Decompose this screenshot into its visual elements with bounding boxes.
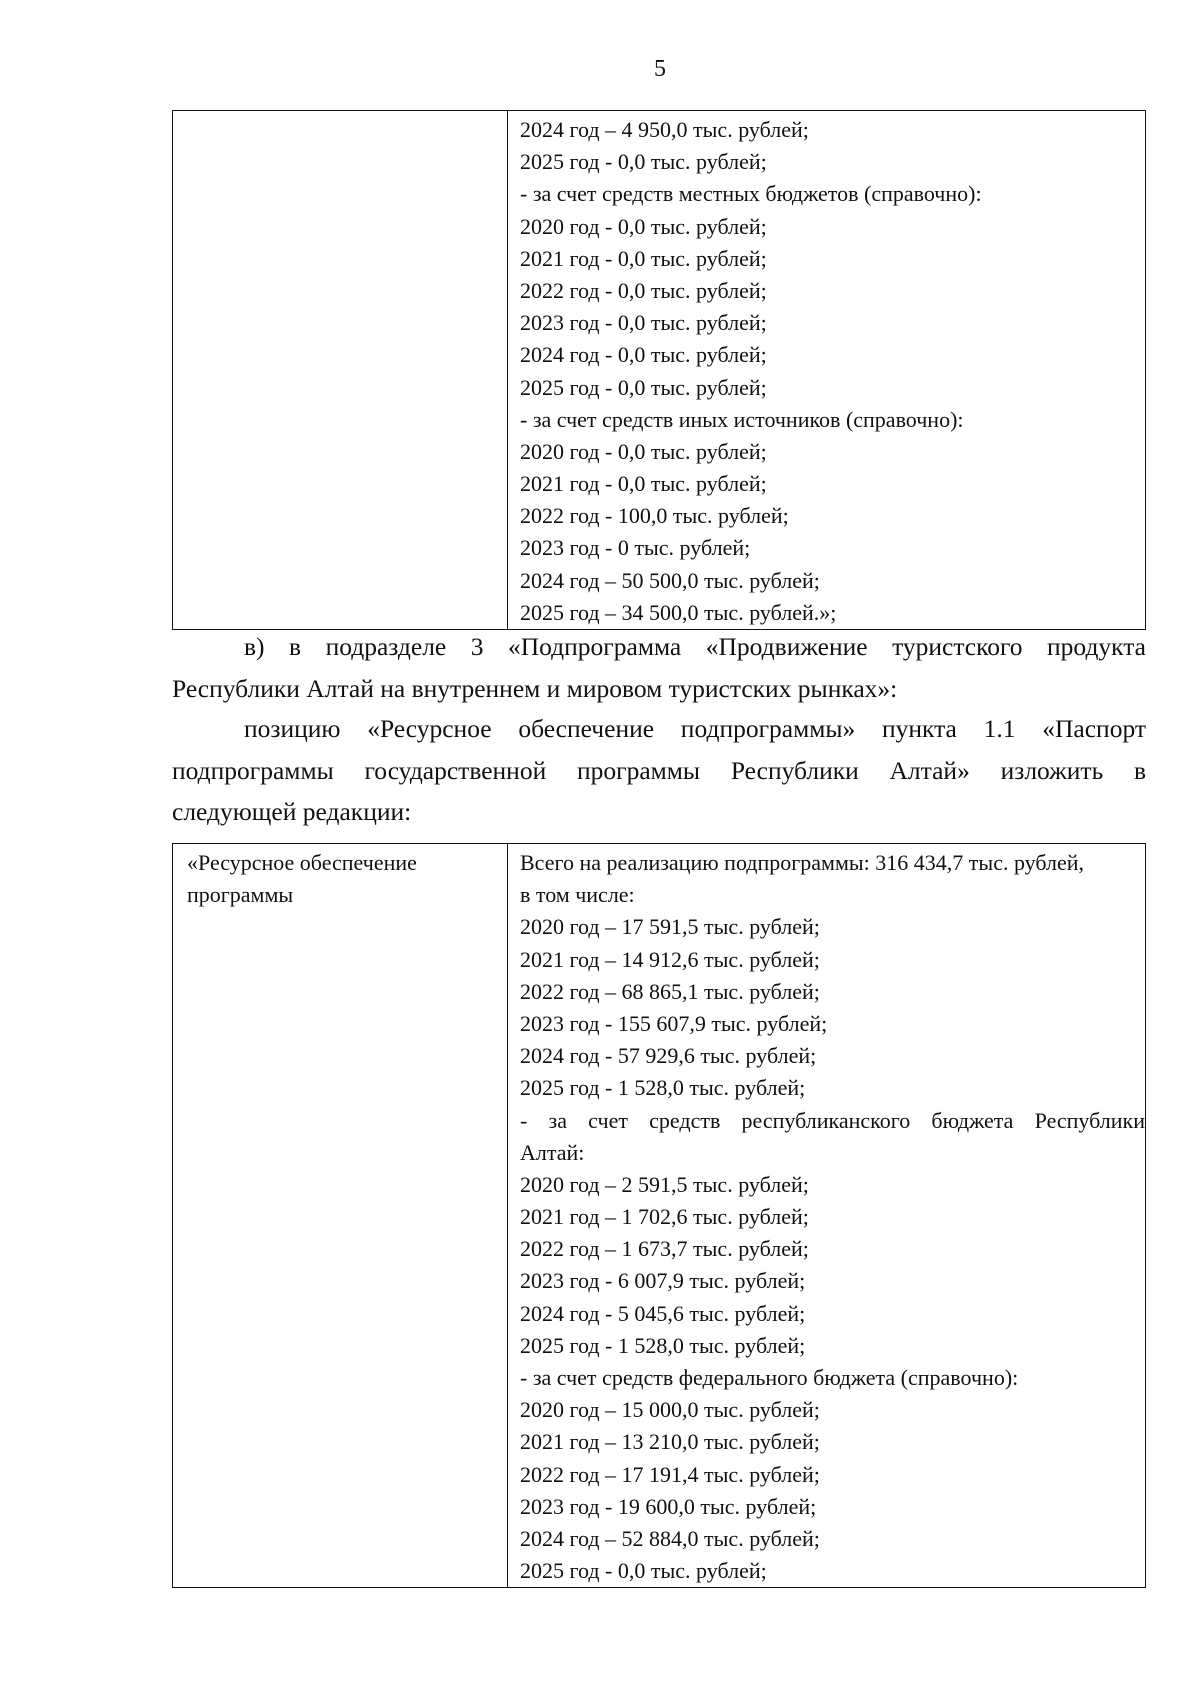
funding-line: 2023 год - 155 607,9 тыс. рублей; [520, 1010, 828, 1036]
funding-line: 2020 год – 17 591,5 тыс. рублей; [520, 914, 820, 940]
paragraph-line: позицию «Ресурсное обеспечение подпрограммы» пункта 1.1 «Паспорт [244, 714, 1146, 743]
resource-values-cell [508, 111, 1146, 630]
funding-line: 2025 год - 0,0 тыс. рублей; [520, 149, 767, 175]
funding-line: 2022 год – 17 191,4 тыс. рублей; [520, 1461, 820, 1487]
funding-line: 2025 год - 0,0 тыс. рублей; [520, 374, 767, 400]
funding-line: 2024 год – 52 884,0 тыс. рублей; [520, 1525, 820, 1551]
funding-line: 2020 год – 15 000,0 тыс. рублей; [520, 1397, 820, 1423]
funding-line: 2022 год - 0,0 тыс. рублей; [520, 277, 767, 303]
paragraph-line: следующей редакции: [172, 797, 412, 826]
funding-line: 2021 год – 14 912,6 тыс. рублей; [520, 946, 820, 972]
funding-table-new-edition [172, 843, 1146, 1588]
funding-line: 2025 год – 34 500,0 тыс. рублей.»; [520, 599, 837, 625]
page-number: 5 [654, 56, 666, 82]
funding-source-heading: Алтай: [520, 1139, 585, 1165]
funding-line: 2023 год - 0,0 тыс. рублей; [520, 310, 767, 336]
funding-line: 2024 год – 4 950,0 тыс. рублей; [520, 117, 809, 142]
funding-line: 2024 год - 5 045,6 тыс. рублей; [520, 1300, 806, 1326]
funding-line: 2023 год - 0 тыс. рублей; [520, 535, 751, 561]
funding-line: 2021 год – 13 210,0 тыс. рублей; [520, 1429, 820, 1455]
resource-values-cell [508, 844, 1146, 1588]
funding-line: в том числе: [520, 882, 635, 908]
funding-line: 2024 год - 57 929,6 тыс. рублей; [520, 1043, 817, 1069]
table-row [173, 111, 1146, 630]
table-row [173, 844, 1146, 1588]
funding-line: 2020 год - 0,0 тыс. рублей; [520, 438, 767, 464]
amendment-paragraph-position [172, 708, 1146, 833]
funding-table-continued [172, 110, 1146, 630]
resource-label-cell [173, 111, 508, 630]
funding-line: 2022 год - 100,0 тыс. рублей; [520, 503, 789, 529]
funding-source-heading: - за счет средств республиканского бюджета Республики [520, 1107, 1145, 1133]
funding-line: 2025 год - 1 528,0 тыс. рублей; [520, 1075, 806, 1101]
resource-label-line: программы [187, 882, 294, 908]
funding-line: 2024 год – 50 500,0 тыс. рублей; [520, 567, 820, 593]
funding-line: 2021 год - 0,0 тыс. рублей; [520, 245, 767, 271]
resource-label-line: «Ресурсное обеспечение [187, 850, 417, 875]
amendment-paragraph-subsection [172, 626, 1146, 709]
funding-line: 2024 год - 0,0 тыс. рублей; [520, 342, 767, 368]
paragraph-line: подпрограммы государственной программы Республики Алтай» изложить в [172, 755, 1146, 785]
funding-line: 2020 год - 0,0 тыс. рублей; [520, 213, 767, 239]
funding-line: 2025 год - 0,0 тыс. рублей; [520, 1558, 767, 1584]
funding-line: 2021 год - 0,0 тыс. рублей; [520, 471, 767, 497]
funding-line: 2021 год – 1 702,6 тыс. рублей; [520, 1204, 809, 1230]
resource-label-cell [173, 844, 508, 1588]
funding-line: 2022 год – 68 865,1 тыс. рублей; [520, 978, 820, 1004]
paragraph-line: Республики Алтай на внутреннем и мировом туристских рынках»: [172, 673, 898, 703]
funding-line: 2020 год – 2 591,5 тыс. рублей; [520, 1171, 809, 1197]
funding-line: 2022 год – 1 673,7 тыс. рублей; [520, 1236, 809, 1262]
funding-source-heading: - за счет средств местных бюджетов (справочно): [520, 181, 982, 207]
paragraph-line: в) в подразделе 3 «Подпрограмма «Продвижение туристского продукта [244, 632, 1146, 661]
funding-total-line: Всего на реализацию подпрограммы: 316 434,7 тыс. рублей, [520, 850, 1085, 875]
funding-line: 2023 год - 19 600,0 тыс. рублей; [520, 1493, 817, 1519]
funding-line: 2025 год - 1 528,0 тыс. рублей; [520, 1332, 806, 1358]
funding-source-heading: - за счет средств иных источников (справочно): [520, 406, 964, 432]
funding-line: 2023 год - 6 007,9 тыс. рублей; [520, 1268, 806, 1294]
funding-source-heading: - за счет средств федерального бюджета (справочно): [520, 1365, 1019, 1390]
